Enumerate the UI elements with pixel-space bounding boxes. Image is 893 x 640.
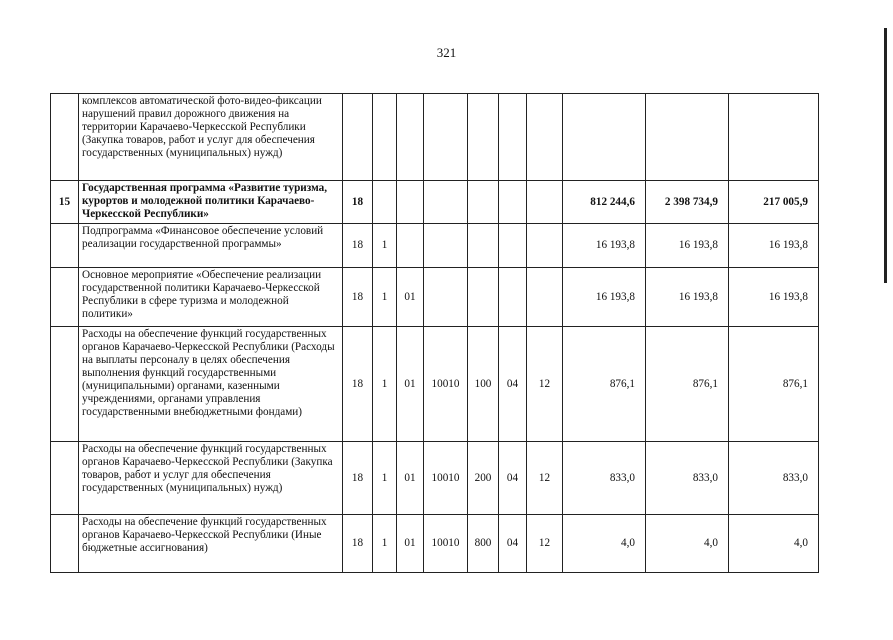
code-ministry: 18 [343,181,373,224]
table-row [51,327,819,442]
row-name: Расходы на обеспечение функций государственных органов Карачаево-Черкесской Республики (Закупка товаров, работ и услуг для обеспечения государственных (муниципальных) нужд) [79,442,343,515]
table-row [51,181,819,224]
code-ministry: 18 [343,224,373,268]
value-year-2: 876,1 [646,327,729,442]
code-ministry: 18 [343,515,373,573]
row-number [51,442,79,515]
code-direction: 10010 [424,515,468,573]
code-section [499,94,527,181]
value-year-1: 16 193,8 [563,224,646,268]
code-section: 04 [499,327,527,442]
value-year-3: 16 193,8 [729,224,819,268]
row-name: комплексов автоматической фото-видео-фиксации нарушений правил дорожного движения на территории Карачаево-Черкесской Республики (Закупка товаров, работ и услуг для обеспечения государственных (муниципальных) нужд) [79,94,343,181]
code-subsection: 12 [527,515,563,573]
value-year-1 [563,94,646,181]
value-year-1: 876,1 [563,327,646,442]
code-subprogram: 1 [373,224,397,268]
row-number: 15 [51,181,79,224]
code-subprogram: 1 [373,268,397,327]
code-measure [397,181,424,224]
code-subprogram: 1 [373,515,397,573]
row-name: Основное мероприятие «Обеспечение реализации государственной политики Карачаево-Черкесской Республики в сфере туризма и молодежной политики» [79,268,343,327]
table-row [51,268,819,327]
table-row [51,224,819,268]
code-section [499,268,527,327]
budget-table [50,93,819,573]
value-year-1: 812 244,6 [563,181,646,224]
value-year-2: 16 193,8 [646,224,729,268]
table-row [51,442,819,515]
code-subsection [527,224,563,268]
code-subprogram: 1 [373,327,397,442]
code-expense-type [468,181,499,224]
value-year-3: 876,1 [729,327,819,442]
code-section [499,224,527,268]
code-measure [397,224,424,268]
code-measure: 01 [397,268,424,327]
value-year-1: 4,0 [563,515,646,573]
code-measure: 01 [397,327,424,442]
value-year-2: 16 193,8 [646,268,729,327]
value-year-2: 4,0 [646,515,729,573]
code-section: 04 [499,515,527,573]
row-name: Подпрограмма «Финансовое обеспечение условий реализации государственной программы» [79,224,343,268]
value-year-3: 217 005,9 [729,181,819,224]
table-row [51,94,819,181]
code-subsection [527,94,563,181]
code-direction: 10010 [424,442,468,515]
code-direction [424,94,468,181]
code-ministry [343,94,373,181]
scan-edge-shadow [884,28,887,283]
row-name: Расходы на обеспечение функций государственных органов Карачаево-Черкесской Республики (Иные бюджетные ассигнования) [79,515,343,573]
code-expense-type [468,268,499,327]
code-ministry: 18 [343,442,373,515]
row-name: Государственная программа «Развитие туризма, курортов и молодежной политики Карачаево-Черкесской Республики» [79,181,343,224]
code-ministry: 18 [343,327,373,442]
row-number [51,224,79,268]
code-direction [424,224,468,268]
code-subsection: 12 [527,327,563,442]
code-measure [397,94,424,181]
code-direction [424,181,468,224]
value-year-2: 2 398 734,9 [646,181,729,224]
code-section: 04 [499,442,527,515]
code-subprogram: 1 [373,442,397,515]
code-section [499,181,527,224]
code-direction [424,268,468,327]
value-year-2: 833,0 [646,442,729,515]
value-year-1: 16 193,8 [563,268,646,327]
code-subprogram [373,181,397,224]
code-measure: 01 [397,442,424,515]
row-name: Расходы на обеспечение функций государственных органов Карачаево-Черкесской Республики (Расходы на выплаты персоналу в целях обеспечения выполнения функций государственными (муниципальными) органами, казенными учреждениями, органами управления государственными внебюджетными фондами) [79,327,343,442]
value-year-3: 16 193,8 [729,268,819,327]
code-subprogram [373,94,397,181]
page-number: 321 [436,45,457,60]
value-year-1: 833,0 [563,442,646,515]
value-year-3 [729,94,819,181]
row-number [51,94,79,181]
row-number [51,268,79,327]
code-expense-type: 100 [468,327,499,442]
row-number [51,515,79,573]
row-number [51,327,79,442]
code-expense-type: 800 [468,515,499,573]
code-direction: 10010 [424,327,468,442]
code-ministry: 18 [343,268,373,327]
code-subsection: 12 [527,442,563,515]
code-subsection [527,181,563,224]
value-year-3: 833,0 [729,442,819,515]
code-measure: 01 [397,515,424,573]
code-expense-type [468,94,499,181]
value-year-3: 4,0 [729,515,819,573]
value-year-2 [646,94,729,181]
code-subsection [527,268,563,327]
code-expense-type [468,224,499,268]
table-row [51,515,819,573]
code-expense-type: 200 [468,442,499,515]
